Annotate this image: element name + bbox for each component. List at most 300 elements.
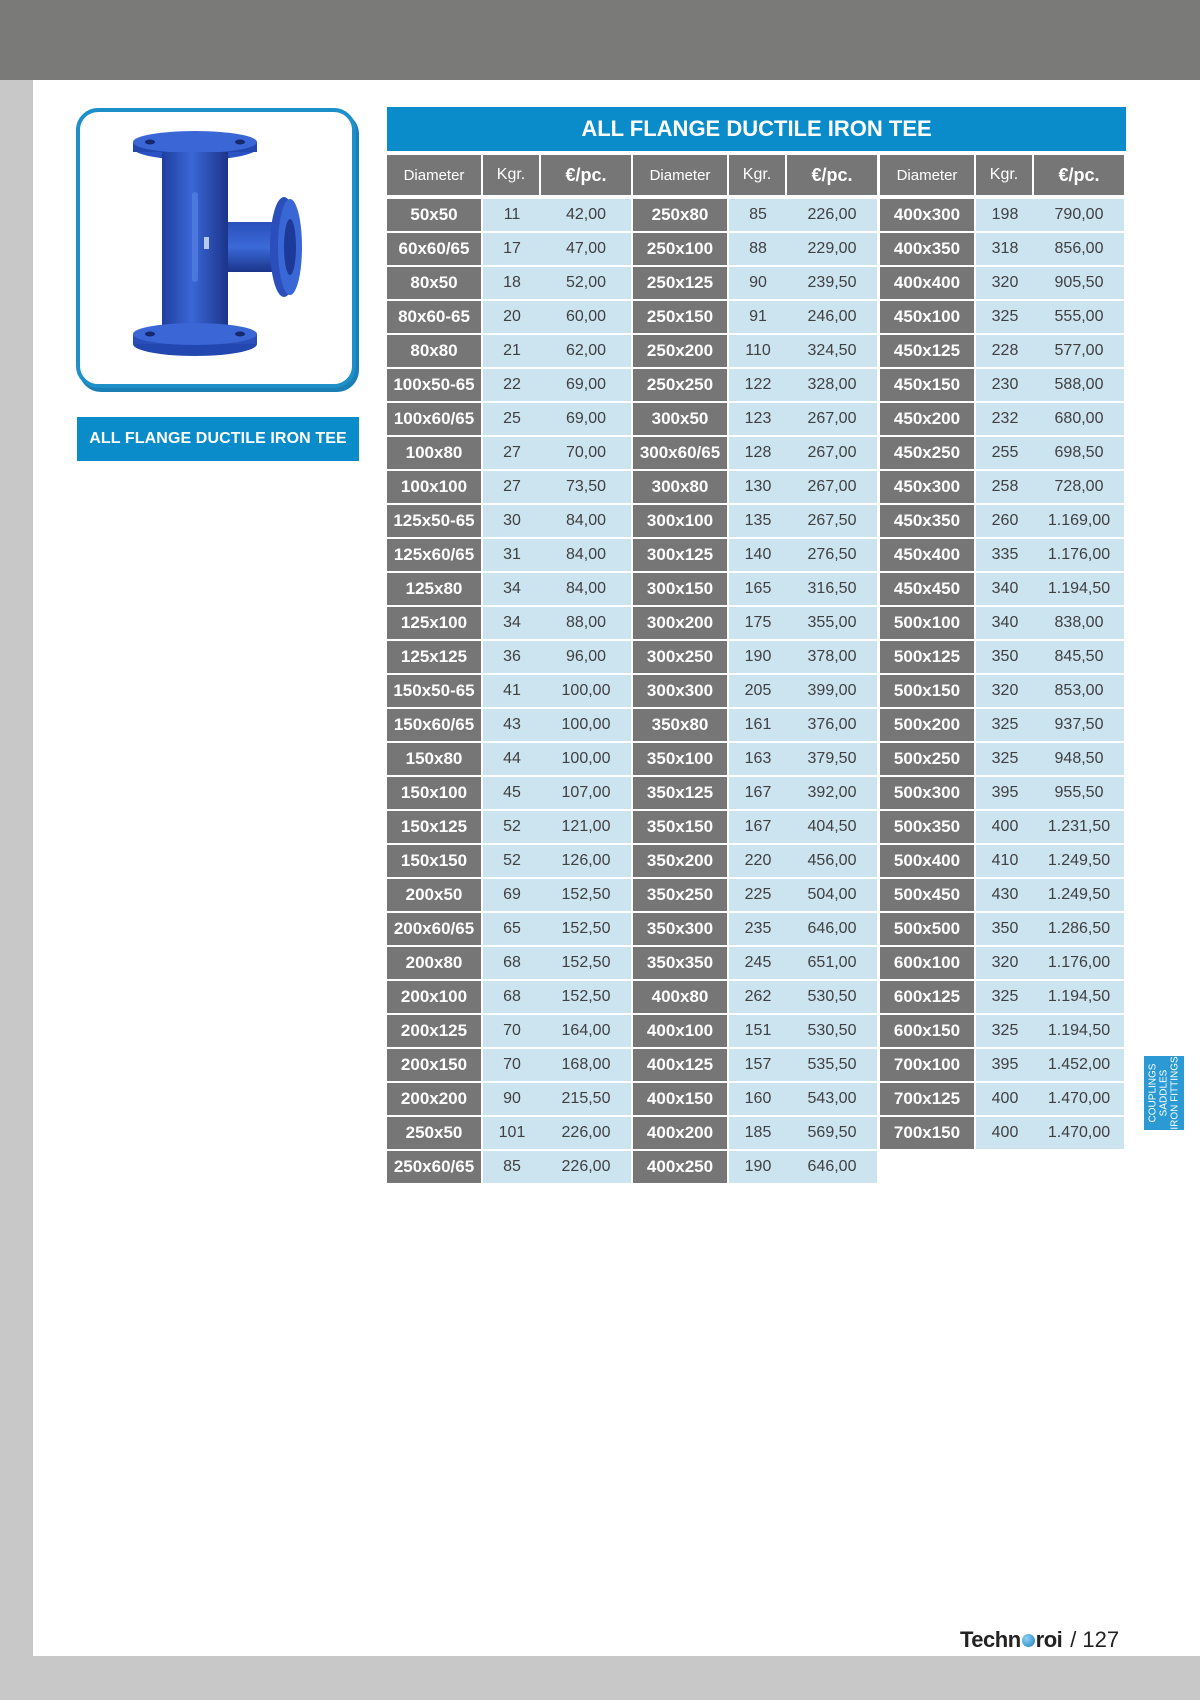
price-cell: 376,00 — [787, 709, 877, 741]
diameter-cell: 200x80 — [387, 947, 481, 979]
weight-cell: 122 — [729, 369, 787, 401]
diameter-cell: 80x50 — [387, 267, 481, 299]
weight-cell: 135 — [729, 505, 787, 537]
page-number: 127 — [1082, 1627, 1120, 1652]
table-row — [387, 335, 633, 367]
weight-cell: 25 — [483, 403, 541, 435]
price-cell: 504,00 — [787, 879, 877, 911]
diameter-cell: 250x200 — [633, 335, 727, 367]
weight-cell: 262 — [729, 981, 787, 1013]
weight-cell: 68 — [483, 947, 541, 979]
weight-cell: 325 — [976, 301, 1034, 333]
price-cell: 1.194,50 — [1034, 1015, 1124, 1047]
weight-cell: 325 — [976, 1015, 1034, 1047]
weight-cell: 190 — [729, 641, 787, 673]
diameter-cell: 200x200 — [387, 1083, 481, 1115]
weight-cell: 128 — [729, 437, 787, 469]
price-cell: 569,50 — [787, 1117, 877, 1149]
table-row — [387, 709, 633, 741]
table-row — [880, 913, 1126, 945]
price-cell: 379,50 — [787, 743, 877, 775]
price-cell: 88,00 — [541, 607, 631, 639]
price-cell: 226,00 — [541, 1151, 631, 1183]
table-row — [387, 947, 633, 979]
price-cell: 845,50 — [1034, 641, 1124, 673]
weight-cell: 91 — [729, 301, 787, 333]
price-cell: 530,50 — [787, 981, 877, 1013]
table-row — [880, 1083, 1126, 1115]
table-row — [387, 573, 633, 605]
diameter-cell: 350x100 — [633, 743, 727, 775]
table-row — [387, 505, 633, 537]
side-tab-line: COUPLINGS — [1147, 1063, 1159, 1123]
diameter-cell: 500x500 — [880, 913, 974, 945]
weight-cell: 167 — [729, 777, 787, 809]
price-cell: 530,50 — [787, 1015, 877, 1047]
weight-cell: 30 — [483, 505, 541, 537]
product-caption: ALL FLANGE DUCTILE IRON TEE — [77, 417, 359, 461]
price-cell: 646,00 — [787, 913, 877, 945]
top-banner — [0, 0, 1200, 80]
diameter-cell: 400x100 — [633, 1015, 727, 1047]
price-cell: 328,00 — [787, 369, 877, 401]
globe-icon — [1022, 1634, 1035, 1647]
table-row — [633, 471, 879, 503]
table-row — [387, 539, 633, 571]
header-kgr: Kgr. — [729, 155, 787, 195]
diameter-cell: 300x50 — [633, 403, 727, 435]
weight-cell: 198 — [976, 199, 1034, 231]
table-row — [633, 1015, 879, 1047]
diameter-cell: 150x60/65 — [387, 709, 481, 741]
side-tab-line: SADDLES — [1158, 1069, 1170, 1117]
diameter-cell: 200x100 — [387, 981, 481, 1013]
price-cell: 838,00 — [1034, 607, 1124, 639]
diameter-cell: 400x400 — [880, 267, 974, 299]
diameter-cell: 150x80 — [387, 743, 481, 775]
price-cell: 1.231,50 — [1034, 811, 1124, 843]
diameter-cell: 500x300 — [880, 777, 974, 809]
weight-cell: 395 — [976, 777, 1034, 809]
weight-cell: 34 — [483, 607, 541, 639]
price-cell: 1.470,00 — [1034, 1083, 1124, 1115]
table-row — [633, 981, 879, 1013]
price-cell: 577,00 — [1034, 335, 1124, 367]
weight-cell: 235 — [729, 913, 787, 945]
diameter-cell: 80x60-65 — [387, 301, 481, 333]
table-row — [880, 403, 1126, 435]
header-diameter: Diameter — [880, 155, 976, 195]
table-row — [880, 267, 1126, 299]
price-cell: 1.169,00 — [1034, 505, 1124, 537]
diameter-cell: 100x50-65 — [387, 369, 481, 401]
table-row — [880, 811, 1126, 843]
table-row — [880, 471, 1126, 503]
price-cell: 69,00 — [541, 369, 631, 401]
price-cell: 1.176,00 — [1034, 947, 1124, 979]
diameter-cell: 250x250 — [633, 369, 727, 401]
brand-suffix: roi — [1035, 1627, 1063, 1652]
weight-cell: 320 — [976, 267, 1034, 299]
diameter-cell: 150x50-65 — [387, 675, 481, 707]
price-cell: 84,00 — [541, 573, 631, 605]
table-row — [880, 233, 1126, 265]
price-cell: 1.194,50 — [1034, 573, 1124, 605]
diameter-cell: 125x80 — [387, 573, 481, 605]
diameter-cell: 400x300 — [880, 199, 974, 231]
table-row — [633, 1117, 879, 1149]
weight-cell: 52 — [483, 811, 541, 843]
price-cell: 229,00 — [787, 233, 877, 265]
diameter-cell: 500x450 — [880, 879, 974, 911]
table-row — [633, 777, 879, 809]
weight-cell: 225 — [729, 879, 787, 911]
diameter-cell: 350x200 — [633, 845, 727, 877]
section-side-tab[interactable] — [1144, 1056, 1184, 1130]
diameter-cell: 150x150 — [387, 845, 481, 877]
weight-cell: 34 — [483, 573, 541, 605]
table-row — [633, 607, 879, 639]
weight-cell: 220 — [729, 845, 787, 877]
header-diameter: Diameter — [387, 155, 483, 195]
flanged-tee-fitting-icon — [80, 112, 352, 384]
diameter-cell: 200x50 — [387, 879, 481, 911]
footer-separator: / — [1070, 1627, 1077, 1652]
table-row — [880, 709, 1126, 741]
price-cell: 121,00 — [541, 811, 631, 843]
product-photo-frame — [76, 108, 356, 388]
price-cell: 69,00 — [541, 403, 631, 435]
brand-logo — [960, 1627, 1062, 1653]
diameter-cell: 450x400 — [880, 539, 974, 571]
price-table — [387, 107, 1126, 1176]
table-row — [633, 879, 879, 911]
table-row — [880, 607, 1126, 639]
price-cell: 267,00 — [787, 471, 877, 503]
brand-prefix: Techn — [960, 1627, 1021, 1652]
table-row — [387, 1049, 633, 1081]
diameter-cell: 450x200 — [880, 403, 974, 435]
weight-cell: 325 — [976, 709, 1034, 741]
weight-cell: 167 — [729, 811, 787, 843]
table-row — [633, 505, 879, 537]
table-row — [633, 709, 879, 741]
price-cell: 239,50 — [787, 267, 877, 299]
weight-cell: 70 — [483, 1015, 541, 1047]
price-cell: 267,00 — [787, 403, 877, 435]
table-row — [633, 267, 879, 299]
price-cell: 404,50 — [787, 811, 877, 843]
diameter-cell: 200x125 — [387, 1015, 481, 1047]
weight-cell: 90 — [729, 267, 787, 299]
diameter-cell: 250x50 — [387, 1117, 481, 1149]
weight-cell: 400 — [976, 1083, 1034, 1115]
price-cell: 1.470,00 — [1034, 1117, 1124, 1149]
price-cell: 96,00 — [541, 641, 631, 673]
weight-cell: 335 — [976, 539, 1034, 571]
price-cell: 152,50 — [541, 913, 631, 945]
weight-cell: 20 — [483, 301, 541, 333]
price-cell: 215,50 — [541, 1083, 631, 1115]
price-cell: 107,00 — [541, 777, 631, 809]
table-group-3 — [880, 155, 1126, 1151]
weight-cell: 320 — [976, 675, 1034, 707]
diameter-cell: 300x200 — [633, 607, 727, 639]
price-cell: 790,00 — [1034, 199, 1124, 231]
weight-cell: 255 — [976, 437, 1034, 469]
weight-cell: 161 — [729, 709, 787, 741]
table-row — [880, 437, 1126, 469]
table-row — [387, 199, 633, 231]
weight-cell: 325 — [976, 743, 1034, 775]
price-cell: 42,00 — [541, 199, 631, 231]
weight-cell: 410 — [976, 845, 1034, 877]
weight-cell: 165 — [729, 573, 787, 605]
table-row — [387, 845, 633, 877]
price-cell: 168,00 — [541, 1049, 631, 1081]
header-kgr: Kgr. — [976, 155, 1034, 195]
table-row — [633, 1151, 879, 1183]
weight-cell: 21 — [483, 335, 541, 367]
table-row — [387, 1015, 633, 1047]
price-cell: 152,50 — [541, 981, 631, 1013]
diameter-cell: 700x125 — [880, 1083, 974, 1115]
weight-cell: 140 — [729, 539, 787, 571]
weight-cell: 163 — [729, 743, 787, 775]
diameter-cell: 450x250 — [880, 437, 974, 469]
weight-cell: 232 — [976, 403, 1034, 435]
price-cell: 164,00 — [541, 1015, 631, 1047]
table-row — [880, 335, 1126, 367]
price-cell: 378,00 — [787, 641, 877, 673]
header-kgr: Kgr. — [483, 155, 541, 195]
table-row — [880, 1015, 1126, 1047]
weight-cell: 31 — [483, 539, 541, 571]
table-row — [880, 845, 1126, 877]
table-row — [633, 437, 879, 469]
table-row — [633, 199, 879, 231]
diameter-cell: 350x125 — [633, 777, 727, 809]
weight-cell: 325 — [976, 981, 1034, 1013]
table-row — [387, 471, 633, 503]
side-tab-label — [1148, 1056, 1181, 1130]
weight-cell: 320 — [976, 947, 1034, 979]
weight-cell: 85 — [729, 199, 787, 231]
diameter-cell: 300x80 — [633, 471, 727, 503]
weight-cell: 395 — [976, 1049, 1034, 1081]
diameter-cell: 100x80 — [387, 437, 481, 469]
diameter-cell: 150x125 — [387, 811, 481, 843]
weight-cell: 151 — [729, 1015, 787, 1047]
price-cell: 555,00 — [1034, 301, 1124, 333]
price-cell: 937,50 — [1034, 709, 1124, 741]
table-row — [387, 1083, 633, 1115]
price-cell: 456,00 — [787, 845, 877, 877]
table-row — [633, 1083, 879, 1115]
table-group-1 — [387, 155, 633, 1185]
weight-cell: 68 — [483, 981, 541, 1013]
price-cell: 543,00 — [787, 1083, 877, 1115]
price-cell: 1.452,00 — [1034, 1049, 1124, 1081]
price-cell: 126,00 — [541, 845, 631, 877]
diameter-cell: 600x100 — [880, 947, 974, 979]
weight-cell: 22 — [483, 369, 541, 401]
header-price: €/pc. — [1034, 155, 1126, 195]
header-price: €/pc. — [787, 155, 879, 195]
weight-cell: 43 — [483, 709, 541, 741]
weight-cell: 228 — [976, 335, 1034, 367]
weight-cell: 160 — [729, 1083, 787, 1115]
price-cell: 100,00 — [541, 675, 631, 707]
diameter-cell: 450x350 — [880, 505, 974, 537]
price-cell: 856,00 — [1034, 233, 1124, 265]
diameter-cell: 400x125 — [633, 1049, 727, 1081]
price-cell: 60,00 — [541, 301, 631, 333]
price-cell: 52,00 — [541, 267, 631, 299]
diameter-cell: 600x125 — [880, 981, 974, 1013]
table-row — [633, 301, 879, 333]
table-row — [880, 1049, 1126, 1081]
diameter-cell: 500x150 — [880, 675, 974, 707]
weight-cell: 36 — [483, 641, 541, 673]
table-row — [633, 539, 879, 571]
diameter-cell: 400x150 — [633, 1083, 727, 1115]
price-cell: 226,00 — [787, 199, 877, 231]
weight-cell: 90 — [483, 1083, 541, 1115]
diameter-cell: 450x300 — [880, 471, 974, 503]
weight-cell: 258 — [976, 471, 1034, 503]
weight-cell: 430 — [976, 879, 1034, 911]
weight-cell: 110 — [729, 335, 787, 367]
price-cell: 100,00 — [541, 709, 631, 741]
weight-cell: 101 — [483, 1117, 541, 1149]
diameter-cell: 400x80 — [633, 981, 727, 1013]
diameter-cell: 300x100 — [633, 505, 727, 537]
diameter-cell: 250x150 — [633, 301, 727, 333]
diameter-cell: 125x100 — [387, 607, 481, 639]
weight-cell: 27 — [483, 437, 541, 469]
table-row — [880, 539, 1126, 571]
diameter-cell: 450x100 — [880, 301, 974, 333]
weight-cell: 230 — [976, 369, 1034, 401]
diameter-cell: 500x125 — [880, 641, 974, 673]
price-cell: 84,00 — [541, 505, 631, 537]
weight-cell: 185 — [729, 1117, 787, 1149]
diameter-cell: 500x350 — [880, 811, 974, 843]
diameter-cell: 350x300 — [633, 913, 727, 945]
price-cell: 948,50 — [1034, 743, 1124, 775]
table-row — [880, 641, 1126, 673]
diameter-cell: 300x250 — [633, 641, 727, 673]
diameter-cell: 450x450 — [880, 573, 974, 605]
price-cell: 316,50 — [787, 573, 877, 605]
diameter-cell: 700x150 — [880, 1117, 974, 1149]
diameter-cell: 100x60/65 — [387, 403, 481, 435]
diameter-cell: 150x100 — [387, 777, 481, 809]
price-cell: 680,00 — [1034, 403, 1124, 435]
weight-cell: 88 — [729, 233, 787, 265]
table-row — [880, 947, 1126, 979]
diameter-cell: 400x350 — [880, 233, 974, 265]
weight-cell: 400 — [976, 1117, 1034, 1149]
bottom-banner — [0, 1656, 1200, 1700]
table-row — [880, 981, 1126, 1013]
diameter-cell: 300x300 — [633, 675, 727, 707]
header-diameter: Diameter — [633, 155, 729, 195]
table-row — [387, 1151, 633, 1183]
table-header — [387, 155, 633, 195]
weight-cell: 18 — [483, 267, 541, 299]
weight-cell: 27 — [483, 471, 541, 503]
price-cell: 955,50 — [1034, 777, 1124, 809]
table-title: ALL FLANGE DUCTILE IRON TEE — [387, 107, 1126, 151]
table-row — [633, 845, 879, 877]
table-row — [633, 573, 879, 605]
price-cell: 392,00 — [787, 777, 877, 809]
weight-cell: 350 — [976, 913, 1034, 945]
table-row — [387, 437, 633, 469]
price-cell: 1.176,00 — [1034, 539, 1124, 571]
diameter-cell: 200x150 — [387, 1049, 481, 1081]
diameter-cell: 350x80 — [633, 709, 727, 741]
price-cell: 267,50 — [787, 505, 877, 537]
header-price: €/pc. — [541, 155, 633, 195]
weight-cell: 318 — [976, 233, 1034, 265]
weight-cell: 260 — [976, 505, 1034, 537]
diameter-cell: 125x125 — [387, 641, 481, 673]
diameter-cell: 500x100 — [880, 607, 974, 639]
diameter-cell: 125x60/65 — [387, 539, 481, 571]
price-cell: 1.194,50 — [1034, 981, 1124, 1013]
price-cell: 646,00 — [787, 1151, 877, 1183]
page-footer — [960, 1625, 1119, 1655]
table-row — [633, 743, 879, 775]
table-row — [387, 641, 633, 673]
table-header — [633, 155, 879, 195]
table-row — [387, 233, 633, 265]
weight-cell: 69 — [483, 879, 541, 911]
diameter-cell: 50x50 — [387, 199, 481, 231]
table-row — [387, 913, 633, 945]
table-row — [880, 505, 1126, 537]
weight-cell: 157 — [729, 1049, 787, 1081]
weight-cell: 340 — [976, 607, 1034, 639]
table-row — [387, 301, 633, 333]
weight-cell: 65 — [483, 913, 541, 945]
price-cell: 70,00 — [541, 437, 631, 469]
price-cell: 100,00 — [541, 743, 631, 775]
table-row — [387, 1117, 633, 1149]
price-cell: 152,50 — [541, 879, 631, 911]
table-row — [387, 369, 633, 401]
weight-cell: 350 — [976, 641, 1034, 673]
table-row — [633, 641, 879, 673]
weight-cell: 44 — [483, 743, 541, 775]
weight-cell: 245 — [729, 947, 787, 979]
price-cell: 47,00 — [541, 233, 631, 265]
diameter-cell: 125x50-65 — [387, 505, 481, 537]
weight-cell: 130 — [729, 471, 787, 503]
price-cell: 152,50 — [541, 947, 631, 979]
diameter-cell: 350x250 — [633, 879, 727, 911]
table-row — [633, 335, 879, 367]
table-row — [633, 369, 879, 401]
price-cell: 355,00 — [787, 607, 877, 639]
table-row — [880, 879, 1126, 911]
weight-cell: 11 — [483, 199, 541, 231]
table-row — [387, 267, 633, 299]
diameter-cell: 500x250 — [880, 743, 974, 775]
